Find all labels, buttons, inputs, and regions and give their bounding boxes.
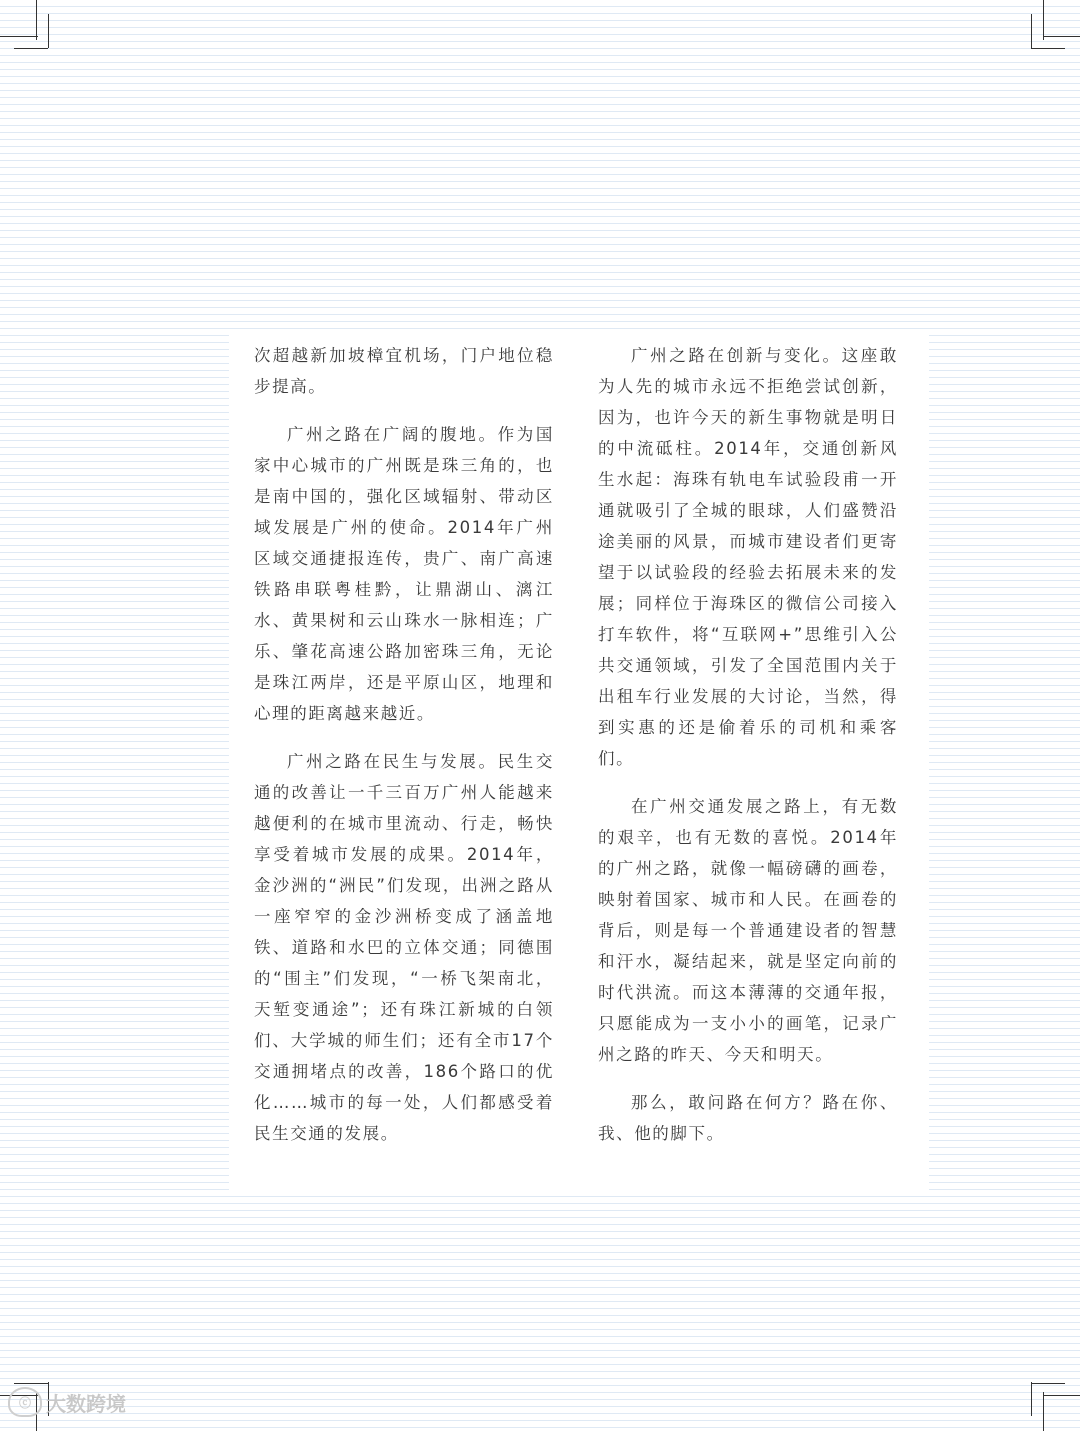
crop-mark bbox=[36, 0, 37, 40]
paragraph: 广州之路在民生与发展。民生交通的改善让一千三百万广州人能越来越便利的在城市里流动、行走，畅快享受着城市发展的成果。2014年，金沙洲的“洲民”们发现，出洲之路从一座窄窄的金沙洲桥变成了涵盖地铁、道路和水巴的立体交通；同德围的“围主”们发现，“一桥飞架南北，天堑变通途”；还有珠江新城的白领们、大学城的师生们；还有全市17个交通拥堵点的改善，186个路口的优化……城市的每一处，人们都感受着民生交通的发展。 bbox=[254, 752, 554, 1143]
watermark bbox=[8, 1387, 126, 1417]
right-column bbox=[598, 340, 898, 1166]
paragraph: 那么，敢问路在何方？路在你、我、他的脚下。 bbox=[598, 1093, 898, 1143]
paragraph: 在广州交通发展之路上，有无数的艰辛，也有无数的喜悦。2014年的广州之路，就像一幅磅礴的画卷，映射着国家、城市和人民。在画卷的背后，则是每一个普通建设者的智慧和汗水，凝结起来，就是坚定向前的时代洪流。而这本薄薄的交通年报，只愿能成为一支小小的画笔，记录广州之路的昨天、今天和明天。 bbox=[598, 797, 898, 1064]
crop-mark bbox=[1043, 1395, 1080, 1396]
crop-mark bbox=[0, 36, 38, 37]
crop-mark bbox=[1031, 48, 1065, 49]
crop-mark bbox=[14, 1383, 48, 1384]
paragraph: 次超越新加坡樟宜机场，门户地位稳步提高。 bbox=[254, 346, 554, 396]
left-column bbox=[254, 340, 554, 1166]
crop-mark bbox=[1031, 1383, 1065, 1384]
crop-mark bbox=[1031, 1382, 1032, 1416]
crop-mark bbox=[14, 48, 48, 49]
paragraph: 广州之路在广阔的腹地。作为国家中心城市的广州既是珠三角的，也是南中国的，强化区域辐射、带动区域发展是广州的使命。2014年广州区域交通捷报连传，贵广、南广高速铁路串联粤桂黔，让鼎湖山、漓江水、黄果树和云山珠水一脉相连；广乐、肇花高速公路加密珠三角，无论是珠江两岸，还是平原山区，地理和心理的距离越来越近。 bbox=[254, 425, 554, 723]
crop-mark bbox=[1043, 1392, 1044, 1431]
crop-mark bbox=[48, 14, 49, 48]
paragraph: 广州之路在创新与变化。这座敢为人先的城市永远不拒绝尝试创新，因为，也许今天的新生事物就是明日的中流砥柱。2014年，交通创新风生水起：海珠有轨电车试验段甫一开通就吸引了全城的眼球，人们盛赞沿途美丽的风景，而城市建设者们更寄望于以试验段的经验去拓展未来的发展；同样位于海珠区的微信公司接入打车软件，将“互联网+”思维引入公共交通领域，引发了全国范围内关于出租车行业发展的大讨论，当然，得到实惠的还是偷着乐的司机和乘客们。 bbox=[598, 346, 898, 768]
crop-mark bbox=[1043, 0, 1044, 40]
crop-mark bbox=[1043, 36, 1080, 37]
crop-mark bbox=[1031, 14, 1032, 48]
watermark-logo-icon: ⓒ bbox=[8, 1387, 42, 1417]
watermark-text: 大数跨境 bbox=[46, 1391, 126, 1416]
